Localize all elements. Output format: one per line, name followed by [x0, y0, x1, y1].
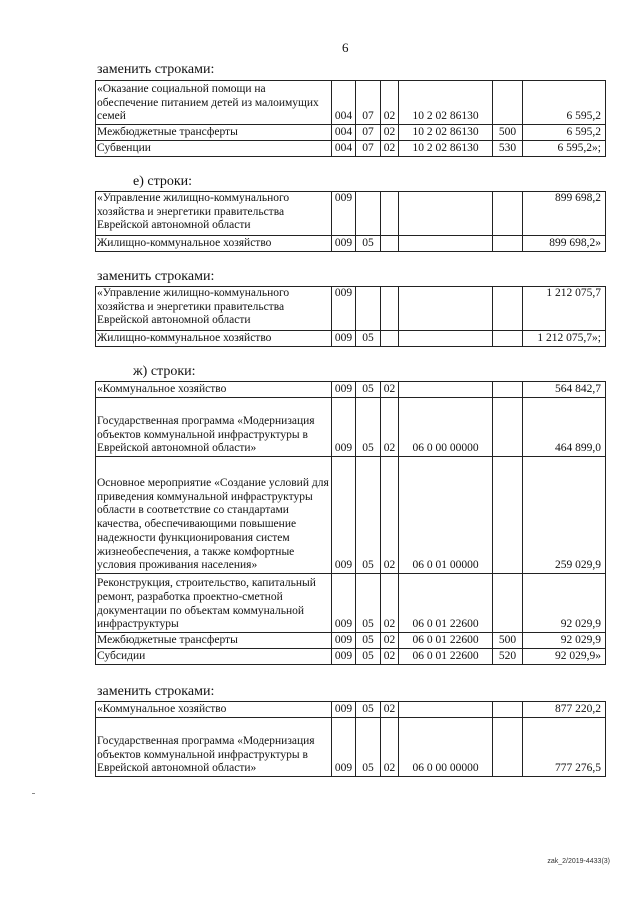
amount: 6 595,2»;: [523, 141, 606, 157]
expense-type: [493, 192, 523, 236]
ministry-code: 009: [332, 457, 356, 574]
expense-type: [493, 382, 523, 398]
section-code: 05: [356, 633, 381, 649]
target-article: 06 0 01 22600: [399, 574, 493, 633]
ministry-code: 009: [332, 718, 356, 777]
subsection-code: [381, 192, 399, 236]
row-name: Жилищно-коммунальное хозяйство: [96, 331, 332, 347]
amount: 899 698,2: [523, 192, 606, 236]
row-name: «Управление жилищно-коммунального хозяйства и энергетики правительства Еврейской автономной области: [96, 287, 332, 331]
row-name: Межбюджетные трансферты: [96, 633, 332, 649]
row-name: «Коммунальное хозяйство: [96, 702, 332, 718]
table-row: [96, 81, 606, 125]
expense-type: [493, 457, 523, 574]
table-row: [96, 574, 606, 633]
subsection-code: 02: [381, 633, 399, 649]
section-code: 05: [356, 398, 381, 457]
section-code: 05: [356, 382, 381, 398]
expense-type: [493, 574, 523, 633]
row-name: Межбюджетные трансферты: [96, 125, 332, 141]
ministry-code: 009: [332, 192, 356, 236]
section-code: [356, 192, 381, 236]
amount: 564 842,7: [523, 382, 606, 398]
budget-table: [95, 701, 606, 777]
target-article: [399, 331, 493, 347]
table-row: [96, 125, 606, 141]
target-article: [399, 382, 493, 398]
table-row: [96, 633, 606, 649]
amount: 6 595,2: [523, 125, 606, 141]
section-code: 05: [356, 236, 381, 252]
table-row: [96, 236, 606, 252]
target-article: 06 0 01 00000: [399, 457, 493, 574]
budget-table: [95, 191, 606, 252]
amount: 1 212 075,7»;: [523, 331, 606, 347]
expense-type: 500: [493, 125, 523, 141]
table-row: [96, 287, 606, 331]
ministry-code: 009: [332, 398, 356, 457]
expense-type: [493, 718, 523, 777]
subsection-code: 02: [381, 125, 399, 141]
ministry-code: 009: [332, 287, 356, 331]
amount: 259 029,9: [523, 457, 606, 574]
ministry-code: 009: [332, 382, 356, 398]
expense-type: [493, 331, 523, 347]
subsection-code: 02: [381, 398, 399, 457]
subsection-code: 02: [381, 574, 399, 633]
subsection-code: 02: [381, 81, 399, 125]
expense-type: [493, 236, 523, 252]
section-heading: ж) строки:: [133, 364, 196, 379]
ministry-code: 009: [332, 633, 356, 649]
row-name: Государственная программа «Модернизация объектов коммунальной инфраструктуры в Еврейской автономной области»: [96, 718, 332, 777]
row-name: Субвенции: [96, 141, 332, 157]
target-article: 10 2 02 86130: [399, 125, 493, 141]
expense-type: [493, 287, 523, 331]
target-article: 06 0 00 00000: [399, 718, 493, 777]
expense-type: [493, 398, 523, 457]
target-article: 10 2 02 86130: [399, 141, 493, 157]
amount: 464 899,0: [523, 398, 606, 457]
ministry-code: 004: [332, 141, 356, 157]
section-code: 05: [356, 649, 381, 665]
expense-type: [493, 702, 523, 718]
section-code: 07: [356, 125, 381, 141]
amount: 877 220,2: [523, 702, 606, 718]
subsection-code: 02: [381, 457, 399, 574]
document-footer-code: zak_2/2019-4433(3): [547, 858, 610, 865]
target-article: [399, 287, 493, 331]
section-code: [356, 287, 381, 331]
table-row: [96, 192, 606, 236]
ministry-code: 009: [332, 236, 356, 252]
expense-type: [493, 81, 523, 125]
table-row: [96, 382, 606, 398]
amount: 92 029,9: [523, 574, 606, 633]
table-row: [96, 398, 606, 457]
section-heading: е) строки:: [133, 174, 193, 189]
section-code: 07: [356, 81, 381, 125]
amount: 899 698,2»: [523, 236, 606, 252]
section-heading: заменить строками:: [97, 62, 215, 77]
target-article: [399, 192, 493, 236]
target-article: 06 0 01 22600: [399, 649, 493, 665]
subsection-code: [381, 331, 399, 347]
ministry-code: 004: [332, 125, 356, 141]
budget-table: [95, 80, 606, 157]
target-article: [399, 702, 493, 718]
row-name: Основное мероприятие «Создание условий для приведения коммунальной инфраструктуры области в соответствие со стандартами качества, обеспечивающими повышение надежности функционирования систем жизнеобеспечения, а также комфортные условия проживания населения»: [96, 457, 332, 574]
section-code: 07: [356, 141, 381, 157]
section-code: 05: [356, 457, 381, 574]
subsection-code: 02: [381, 718, 399, 777]
ministry-code: 009: [332, 331, 356, 347]
scan-speck: [32, 793, 35, 794]
amount: 6 595,2: [523, 81, 606, 125]
ministry-code: 004: [332, 81, 356, 125]
subsection-code: 02: [381, 382, 399, 398]
page-number: 6: [342, 40, 349, 55]
ministry-code: 009: [332, 702, 356, 718]
target-article: 06 0 01 22600: [399, 633, 493, 649]
table-row: [96, 718, 606, 777]
amount: 1 212 075,7: [523, 287, 606, 331]
amount: 92 029,9»: [523, 649, 606, 665]
subsection-code: [381, 287, 399, 331]
ministry-code: 009: [332, 574, 356, 633]
amount: 777 276,5: [523, 718, 606, 777]
target-article: 10 2 02 86130: [399, 81, 493, 125]
row-name: Государственная программа «Модернизация объектов коммунальной инфраструктуры в Еврейской автономной области»: [96, 398, 332, 457]
amount: 92 029,9: [523, 633, 606, 649]
row-name: «Коммунальное хозяйство: [96, 382, 332, 398]
row-name: «Оказание социальной помощи на обеспечение питанием детей из малоимущих семей: [96, 81, 332, 125]
expense-type: 500: [493, 633, 523, 649]
subsection-code: 02: [381, 702, 399, 718]
row-name: Реконструкция, строительство, капитальный ремонт, разработка проектно-сметной документации по объектам коммунальной инфраструктуры: [96, 574, 332, 633]
table-row: [96, 702, 606, 718]
row-name: Жилищно-коммунальное хозяйство: [96, 236, 332, 252]
section-code: 05: [356, 331, 381, 347]
section-code: 05: [356, 702, 381, 718]
row-name: «Управление жилищно-коммунального хозяйства и энергетики правительства Еврейской автономной области: [96, 192, 332, 236]
section-heading: заменить строками:: [97, 684, 215, 699]
section-code: 05: [356, 574, 381, 633]
subsection-code: 02: [381, 649, 399, 665]
target-article: 06 0 00 00000: [399, 398, 493, 457]
table-row: [96, 331, 606, 347]
budget-table: [95, 381, 606, 665]
subsection-code: 02: [381, 141, 399, 157]
table-row: [96, 141, 606, 157]
table-row: [96, 649, 606, 665]
section-heading: заменить строками:: [97, 269, 215, 284]
expense-type: 530: [493, 141, 523, 157]
row-name: Субсидии: [96, 649, 332, 665]
table-row: [96, 457, 606, 574]
section-code: 05: [356, 718, 381, 777]
target-article: [399, 236, 493, 252]
budget-table: [95, 286, 606, 347]
subsection-code: [381, 236, 399, 252]
expense-type: 520: [493, 649, 523, 665]
ministry-code: 009: [332, 649, 356, 665]
